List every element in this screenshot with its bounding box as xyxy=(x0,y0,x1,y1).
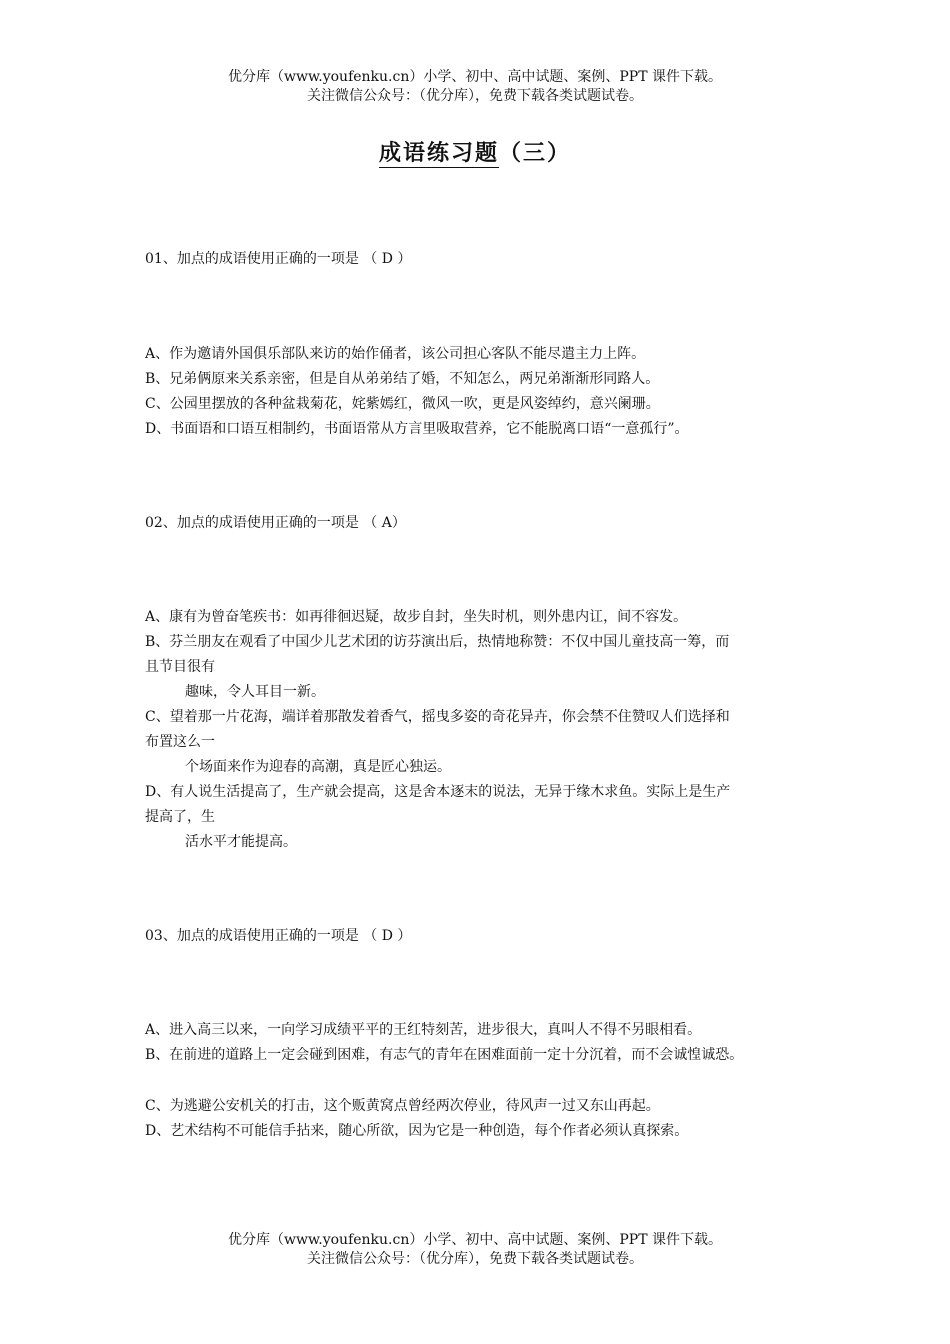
question-1-stem: 01、加点的成语使用正确的一项是 （ D ） xyxy=(145,251,412,267)
question-3-option-a: A、进入高三以来，一向学习成绩平平的王红特刻苦，进步很大，真叫人不得不另眼相看。 xyxy=(145,1022,702,1038)
question-2-option-d-indent: 活水平才能提高。 xyxy=(185,834,297,850)
question-3-stem: 03、加点的成语使用正确的一项是 （ D ） xyxy=(145,928,412,944)
question-1-option-d: D、书面语和口语互相制约，书面语常从方言里吸取营养，它不能脱离口语“一意孤行”。 xyxy=(145,421,689,437)
question-2-option-d: D、有人说生活提高了，生产就会提高，这是舍本逐末的说法，无异于缘木求鱼。实际上是生产 xyxy=(145,784,731,800)
question-2-option-b-indent: 趣味，令人耳目一新。 xyxy=(185,684,325,700)
title-suffix: （三） xyxy=(499,140,572,166)
page-title xyxy=(0,136,950,167)
question-1-option-c: C、公园里摆放的各种盆栽菊花，姹紫嫣红，微风一吹，更是风姿绰约，意兴阑珊。 xyxy=(145,396,660,412)
title-main: 成语练习题 xyxy=(378,140,499,166)
question-3-option-c: C、为逃避公安机关的打击，这个贩黄窝点曾经两次停业，待风声一过又东山再起。 xyxy=(145,1098,660,1114)
question-1-option-b: B、兄弟俩原来关系亲密，但是自从弟弟结了婚，不知怎么，两兄弟渐渐形同路人。 xyxy=(145,371,660,387)
question-3-option-d: D、艺术结构不可能信手拈来，随心所欲，因为它是一种创造，每个作者必须认真探索。 xyxy=(145,1123,689,1139)
question-2-option-c-cont: 布置这么一 xyxy=(145,734,215,750)
footer-line-1: 优分库（www.youfenku.cn）小学、初中、高中试题、案例、PPT 课件下载。 xyxy=(227,1232,722,1248)
question-3-option-b: B、在前进的道路上一定会碰到困难，有志气的青年在困难面前一定十分沉着，而不会诚惶诚恐。 xyxy=(145,1047,744,1063)
question-2-option-b: B、芬兰朋友在观看了中国少儿艺术团的访芬演出后，热情地称赞：不仅中国儿童技高一筹，而 xyxy=(145,634,730,650)
question-2-stem: 02、加点的成语使用正确的一项是 （ A） xyxy=(145,515,406,531)
question-2-option-c: C、望着那一片花海，端详着那散发着香气，摇曳多姿的奇花异卉，你会禁不住赞叹人们选择和 xyxy=(145,709,730,725)
header-line-1: 优分库（www.youfenku.cn）小学、初中、高中试题、案例、PPT 课件下载。 xyxy=(227,69,722,85)
footer-line-2: 关注微信公众号：（优分库），免费下载各类试题试卷。 xyxy=(307,1251,643,1267)
question-1-option-a: A、作为邀请外国俱乐部队来访的始作俑者，该公司担心客队不能尽遣主力上阵。 xyxy=(145,346,646,362)
question-2-option-c-indent: 个场面来作为迎春的高潮，真是匠心独运。 xyxy=(185,759,451,775)
question-2-option-d-cont: 提高了，生 xyxy=(145,809,215,825)
question-2-option-a: A、康有为曾奋笔疾书：如再徘徊迟疑，故步自封，坐失时机，则外患内讧，间不容发。 xyxy=(145,609,688,625)
question-2-option-b-cont: 且节目很有 xyxy=(145,659,215,675)
header-line-2: 关注微信公众号：（优分库），免费下载各类试题试卷。 xyxy=(307,88,643,104)
